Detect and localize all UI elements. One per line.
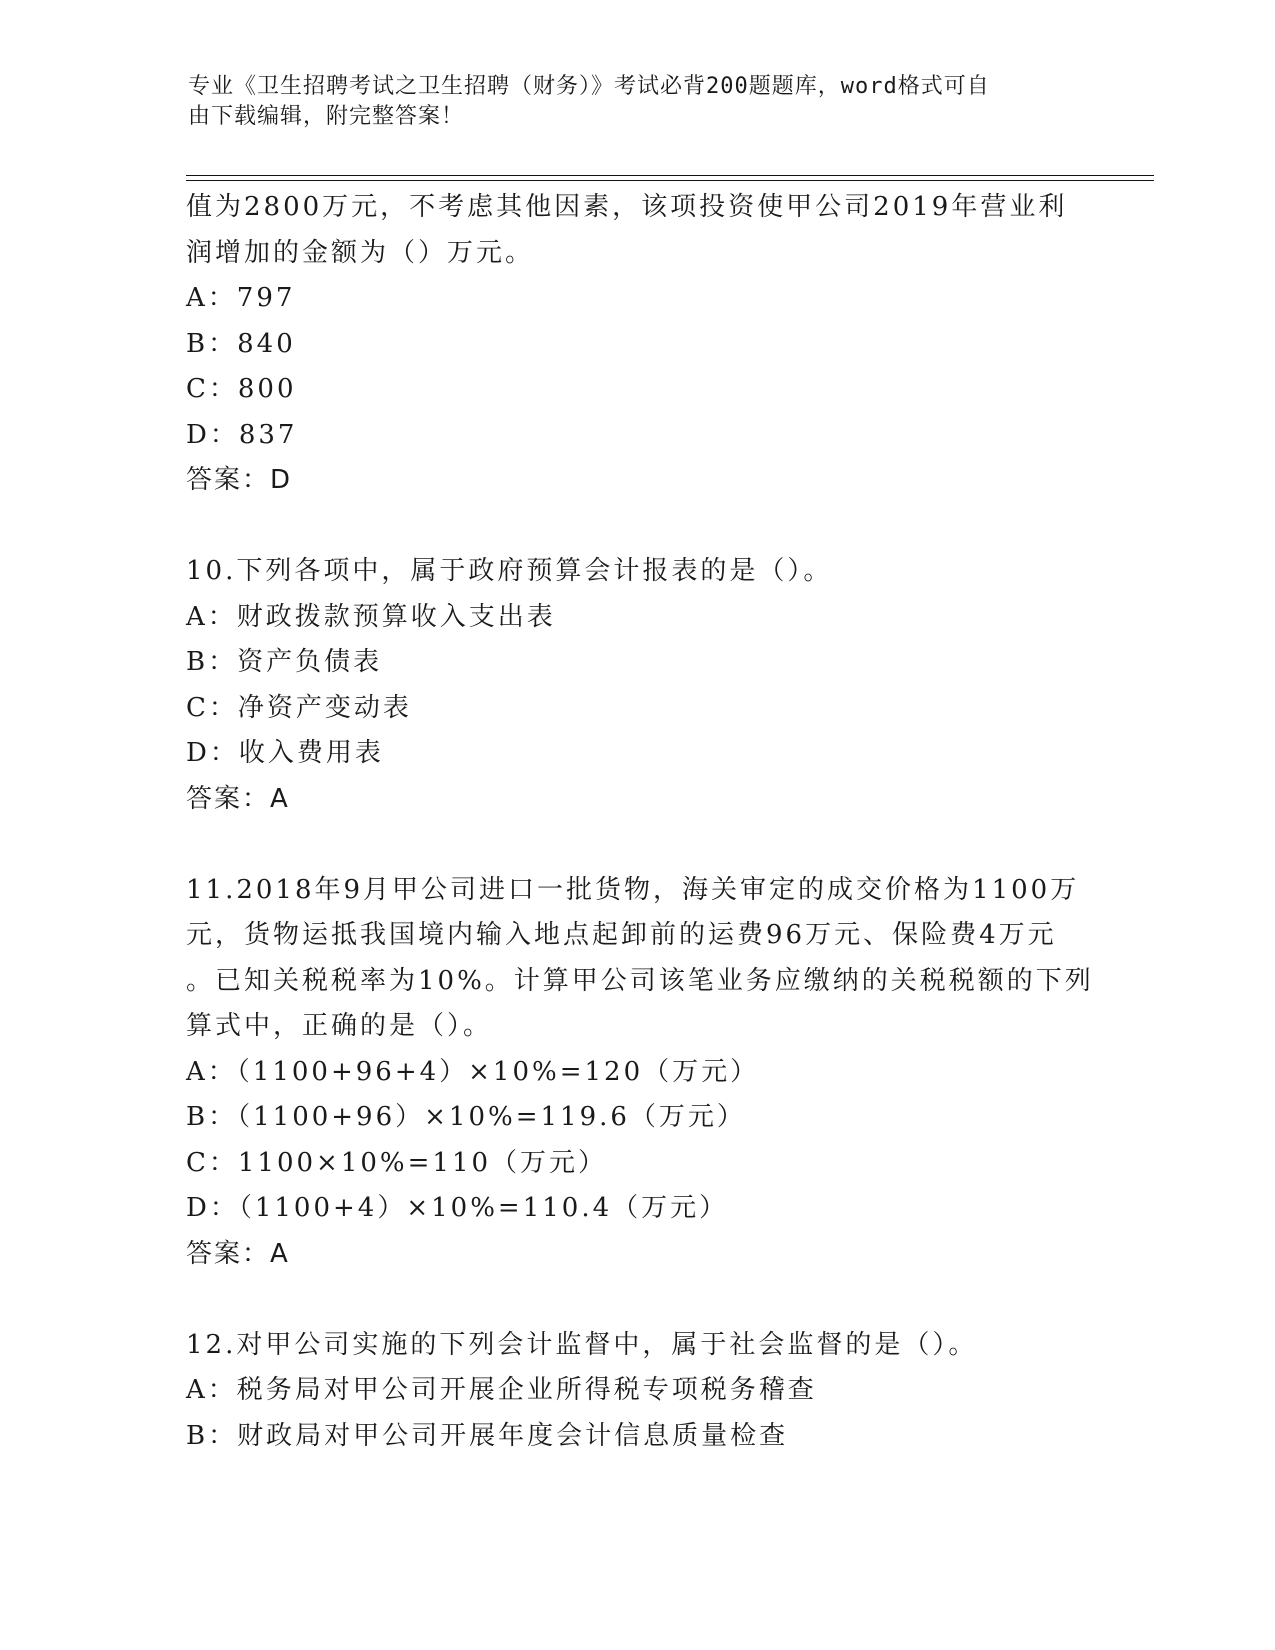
option-a: A：797 [186, 283, 296, 313]
option-c: C：1100×10%=110（万元） [186, 1147, 608, 1178]
question-stem-line: 11.2018年9月甲公司进口一批货物，海关审定的成交价格为1100万 [186, 874, 1080, 905]
answer-line: 答案：A [186, 783, 290, 814]
option-b: B：资产负债表 [186, 647, 383, 677]
header-title-line-1: 专业《卫生招聘考试之卫生招聘（财务）》考试必背200题题库，word格式可自 [188, 74, 990, 99]
option-b: B：（1100+96）×10%=119.6（万元） [186, 1102, 746, 1132]
question-stem-line: 值为2800万元，不考虑其他因素，该项投资使甲公司2019年营业利 [186, 192, 1068, 222]
answer-line: 答案：D [186, 465, 293, 495]
question-stem-line: 润增加的金额为（）万元。 [186, 237, 535, 268]
option-d: D：（1100+4）×10%=110.4（万元） [186, 1193, 729, 1223]
option-d: D：收入费用表 [186, 738, 384, 768]
header-divider [186, 175, 1154, 181]
question-stem-line: 元，货物运抵我国境内输入地点起卸前的运费96万元、保险费4万元 [186, 920, 1057, 950]
option-a: A：财政拨款预算收入支出表 [186, 601, 556, 632]
question-10 [186, 549, 1086, 822]
document-header [188, 72, 1068, 132]
answer-line: 答案：A [186, 1238, 290, 1269]
question-stem-line: 。已知关税税率为10%。计算甲公司该笔业务应缴纳的关税税额的下列 [186, 965, 1094, 996]
question-9 [186, 185, 1086, 504]
question-11 [186, 868, 1094, 1278]
question-stem-line: 10.下列各项中，属于政府预算会计报表的是（）。 [186, 556, 833, 586]
option-c: C：净资产变动表 [186, 692, 412, 723]
option-d: D：837 [186, 419, 298, 450]
question-stem-line: 12.对甲公司实施的下列会计监督中，属于社会监督的是（）。 [186, 1329, 978, 1360]
question-stem-line: 算式中，正确的是（）。 [186, 1011, 493, 1041]
question-12 [186, 1323, 1086, 1460]
option-b: B：840 [186, 328, 296, 359]
option-a: A：税务局对甲公司开展企业所得税专项税务稽查 [186, 1375, 817, 1405]
option-a: A：（1100+96+4）×10%=120（万元） [186, 1056, 760, 1087]
question-content [186, 185, 1094, 1459]
option-b: B：财政局对甲公司开展年度会计信息质量检查 [186, 1420, 789, 1451]
question-spacer [186, 822, 1086, 868]
option-c: C：800 [186, 374, 297, 404]
question-spacer [186, 504, 1086, 550]
question-spacer [186, 1277, 1086, 1323]
header-title-line-2: 由下载编辑，附完整答案！ [188, 104, 465, 129]
